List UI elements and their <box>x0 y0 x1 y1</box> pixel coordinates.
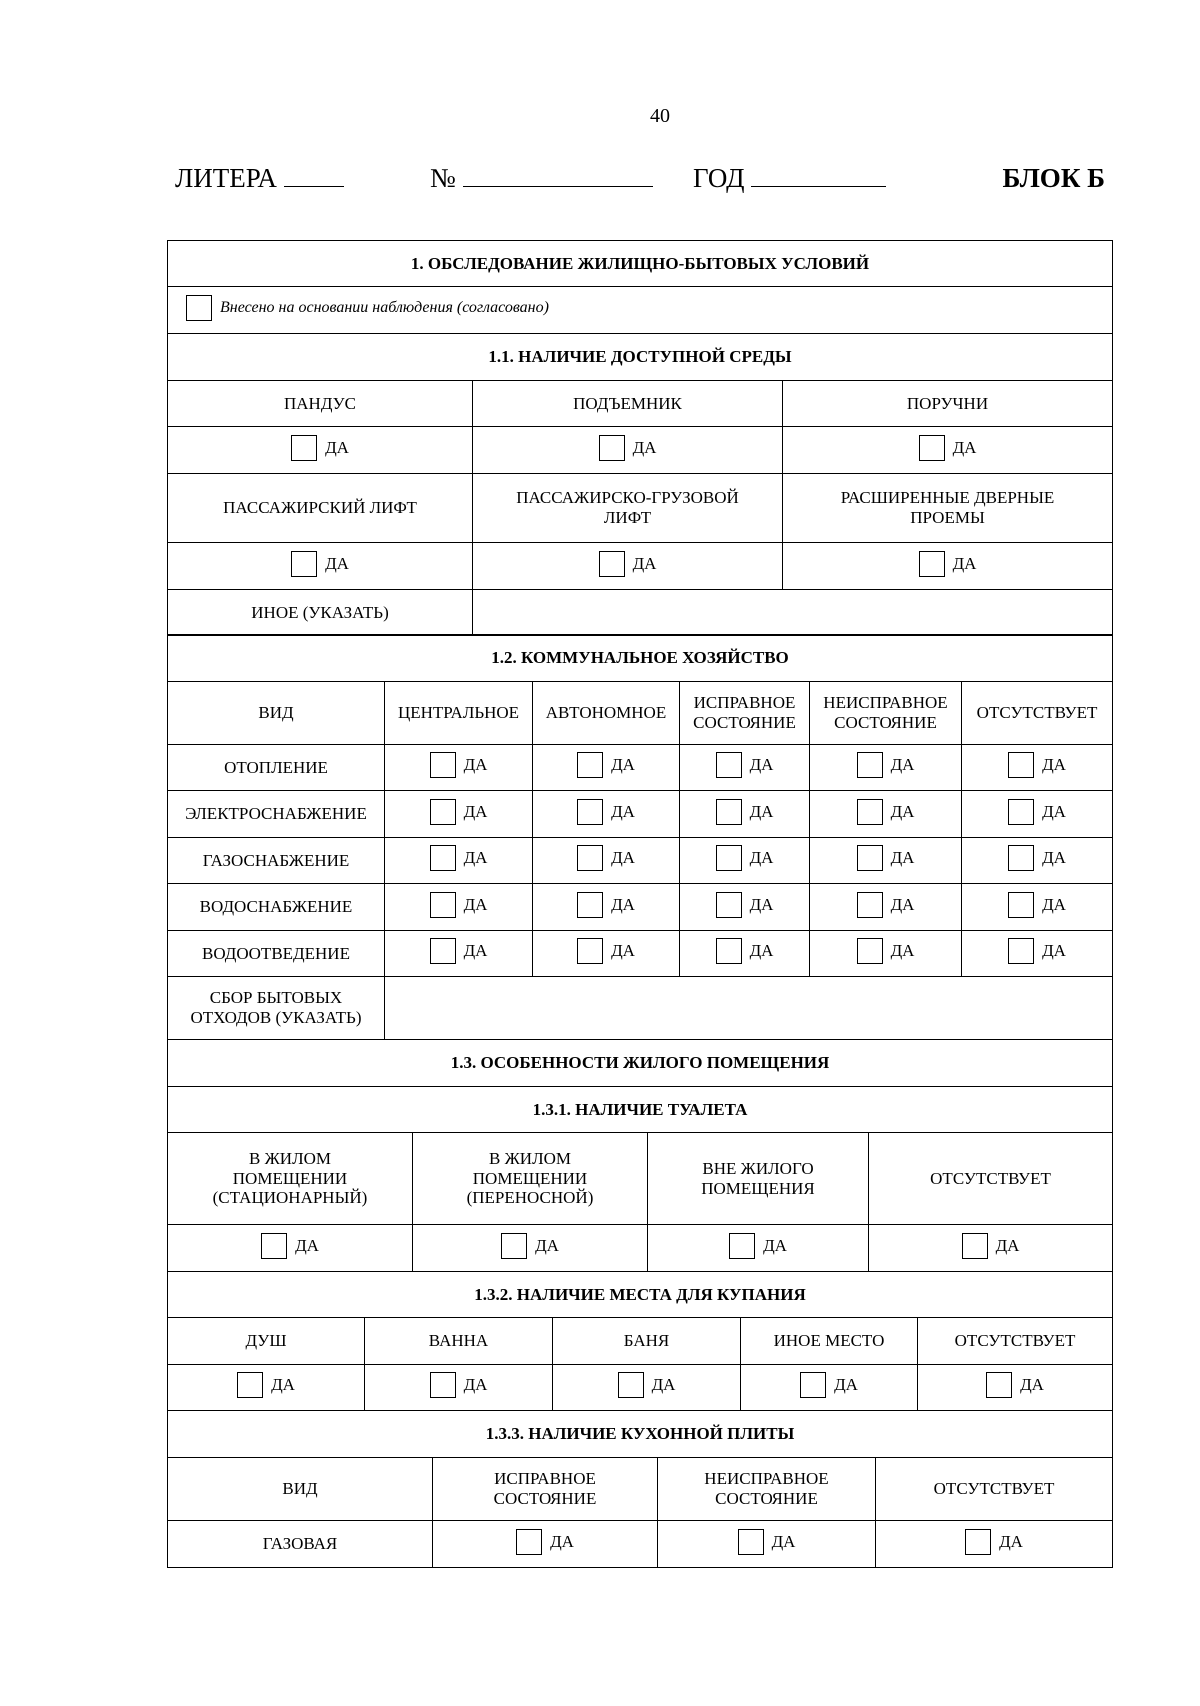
col-working: ИСПРАВНОЕ СОСТОЯНИЕ <box>680 682 810 745</box>
yes-label: ДА <box>999 1531 1023 1551</box>
bath-label: ВАННА <box>365 1318 553 1365</box>
observation-checkbox[interactable] <box>186 295 212 321</box>
bathing-absent-label: ОТСУТСТВУЕТ <box>918 1318 1113 1365</box>
checkbox[interactable] <box>430 892 456 918</box>
checkbox[interactable] <box>716 799 742 825</box>
col-faulty: НЕИСПРАВНОЕ СОСТОЯНИЕ <box>810 682 962 745</box>
stove-col-working: ИСПРАВНОЕ СОСТОЯНИЕ <box>433 1458 658 1521</box>
year-label: ГОД <box>693 163 745 193</box>
stove-col-type: ВИД <box>168 1458 433 1521</box>
form-table-accessibility <box>167 240 1113 636</box>
yes-label: ДА <box>1042 801 1066 821</box>
section-1-1-title: 1.1. НАЛИЧИЕ ДОСТУПНОЙ СРЕДЫ <box>168 334 1113 381</box>
shower-checkbox[interactable] <box>237 1372 263 1398</box>
lift-platform-label: ПОДЪЕМНИК <box>473 381 783 427</box>
yes-label: ДА <box>1020 1375 1044 1395</box>
section-1-3-2-title: 1.3.2. НАЛИЧИЕ МЕСТА ДЛЯ КУПАНИЯ <box>168 1272 1113 1318</box>
yes-label: ДА <box>632 553 657 573</box>
yes-label: ДА <box>763 1235 787 1255</box>
lift-platform-checkbox[interactable] <box>599 435 625 461</box>
gas-absent-checkbox[interactable] <box>965 1529 991 1555</box>
checkbox[interactable] <box>1008 892 1034 918</box>
checkbox[interactable] <box>577 799 603 825</box>
yes-label: ДА <box>1042 755 1066 775</box>
checkbox[interactable] <box>716 938 742 964</box>
col-autonomous: АВТОНОМНОЕ <box>533 682 680 745</box>
waste-label: СБОР БЫТОВЫХ ОТХОДОВ (УКАЗАТЬ) <box>168 977 385 1040</box>
freight-lift-checkbox[interactable] <box>599 551 625 577</box>
freight-lift-label: ПАССАЖИРСКО-ГРУЗОВОЙ ЛИФТ <box>473 474 783 543</box>
wide-doors-checkbox[interactable] <box>919 551 945 577</box>
page-number: 40 <box>650 105 670 127</box>
litera-field <box>175 163 344 194</box>
bathing-absent-checkbox[interactable] <box>986 1372 1012 1398</box>
row-label: ВОДОСНАБЖЕНИЕ <box>168 884 385 931</box>
handrails-label: ПОРУЧНИ <box>783 381 1113 427</box>
toilet-portable-checkbox[interactable] <box>501 1233 527 1259</box>
checkbox[interactable] <box>430 845 456 871</box>
yes-label: ДА <box>1042 941 1066 961</box>
section-1-2-title: 1.2. КОММУНАЛЬНОЕ ХОЗЯЙСТВО <box>168 635 1113 682</box>
yes-label: ДА <box>325 553 349 573</box>
other-place-label: ИНОЕ МЕСТО <box>741 1318 918 1365</box>
sauna-checkbox[interactable] <box>618 1372 644 1398</box>
toilet-outside-label: ВНЕ ЖИЛОГО ПОМЕЩЕНИЯ <box>648 1133 869 1225</box>
table-row <box>168 791 1113 838</box>
ramp-checkbox[interactable] <box>291 435 317 461</box>
row-label: ГАЗОСНАБЖЕНИЕ <box>168 838 385 884</box>
toilet-stationary-label: В ЖИЛОМ ПОМЕЩЕНИИ (СТАЦИОНАРНЫЙ) <box>168 1133 413 1225</box>
checkbox[interactable] <box>577 752 603 778</box>
section-1-3-title: 1.3. ОСОБЕННОСТИ ЖИЛОГО ПОМЕЩЕНИЯ <box>168 1040 1113 1087</box>
row-label: ГАЗОВАЯ <box>168 1521 433 1568</box>
section-1-3-1-title: 1.3.1. НАЛИЧИЕ ТУАЛЕТА <box>168 1087 1113 1133</box>
yes-label: ДА <box>550 1531 574 1551</box>
number-label: № <box>430 163 456 193</box>
yes-label: ДА <box>463 801 488 821</box>
yes-label: ДА <box>611 941 635 961</box>
checkbox[interactable] <box>857 845 883 871</box>
yes-label: ДА <box>834 1375 858 1395</box>
checkbox[interactable] <box>430 938 456 964</box>
year-input-line[interactable] <box>751 166 886 187</box>
checkbox[interactable] <box>857 938 883 964</box>
checkbox[interactable] <box>1008 752 1034 778</box>
table-row <box>168 745 1113 791</box>
number-input-line[interactable] <box>463 166 653 187</box>
checkbox[interactable] <box>430 799 456 825</box>
year-field <box>693 163 886 194</box>
checkbox[interactable] <box>1008 799 1034 825</box>
yes-label: ДА <box>325 437 349 457</box>
form-table-stove <box>167 1410 1113 1568</box>
yes-label: ДА <box>749 848 774 868</box>
yes-label: ДА <box>463 848 488 868</box>
yes-label: ДА <box>952 553 977 573</box>
litera-label: ЛИТЕРА <box>175 163 277 193</box>
yes-label: ДА <box>890 941 915 961</box>
toilet-outside-checkbox[interactable] <box>729 1233 755 1259</box>
other-label: ИНОЕ (УКАЗАТЬ) <box>168 590 473 636</box>
table-row <box>168 884 1113 931</box>
yes-label: ДА <box>463 941 488 961</box>
yes-label: ДА <box>890 755 915 775</box>
checkbox[interactable] <box>1008 845 1034 871</box>
yes-label: ДА <box>1042 848 1066 868</box>
checkbox[interactable] <box>716 845 742 871</box>
bath-checkbox[interactable] <box>430 1372 456 1398</box>
checkbox[interactable] <box>430 752 456 778</box>
toilet-stationary-checkbox[interactable] <box>261 1233 287 1259</box>
col-type: ВИД <box>168 682 385 745</box>
observation-note: Внесено на основании наблюдения (согласовано) <box>220 298 549 316</box>
table-row <box>168 931 1113 977</box>
yes-label: ДА <box>611 894 635 914</box>
form-table-toilet <box>167 1039 1113 1272</box>
yes-label: ДА <box>1042 894 1066 914</box>
other-place-checkbox[interactable] <box>800 1372 826 1398</box>
table-row <box>168 838 1113 884</box>
yes-label: ДА <box>463 755 488 775</box>
yes-label: ДА <box>271 1375 295 1395</box>
row-label: ОТОПЛЕНИЕ <box>168 745 385 791</box>
form-table-bathing <box>167 1271 1113 1411</box>
handrails-checkbox[interactable] <box>919 435 945 461</box>
yes-label: ДА <box>749 755 774 775</box>
col-central: ЦЕНТРАЛЬНОЕ <box>385 682 533 745</box>
yes-label: ДА <box>611 848 635 868</box>
section-1-title: 1. ОБСЛЕДОВАНИЕ ЖИЛИЩНО-БЫТОВЫХ УСЛОВИЙ <box>168 241 1113 287</box>
stove-col-absent: ОТСУТСТВУЕТ <box>876 1458 1113 1521</box>
checkbox[interactable] <box>716 752 742 778</box>
checkbox[interactable] <box>716 892 742 918</box>
wide-doors-label: РАСШИРЕННЫЕ ДВЕРНЫЕ ПРОЕМЫ <box>783 474 1113 543</box>
toilet-absent-checkbox[interactable] <box>962 1233 988 1259</box>
yes-label: ДА <box>749 801 774 821</box>
passenger-lift-label: ПАССАЖИРСКИЙ ЛИФТ <box>168 474 473 543</box>
checkbox[interactable] <box>1008 938 1034 964</box>
yes-label: ДА <box>890 894 915 914</box>
row-label: ЭЛЕКТРОСНАБЖЕНИЕ <box>168 791 385 838</box>
waste-input[interactable] <box>385 977 1113 1040</box>
yes-label: ДА <box>890 801 915 821</box>
yes-label: ДА <box>890 848 915 868</box>
table-row <box>168 1521 1113 1568</box>
yes-label: ДА <box>632 437 657 457</box>
checkbox[interactable] <box>577 845 603 871</box>
ramp-label: ПАНДУС <box>168 381 473 427</box>
stove-col-faulty: НЕИСПРАВНОЕ СОСТОЯНИЕ <box>658 1458 876 1521</box>
toilet-absent-label: ОТСУТСТВУЕТ <box>869 1133 1113 1225</box>
yes-label: ДА <box>535 1235 559 1255</box>
yes-label: ДА <box>611 801 635 821</box>
section-1-3-3-title: 1.3.3. НАЛИЧИЕ КУХОННОЙ ПЛИТЫ <box>168 1411 1113 1458</box>
checkbox[interactable] <box>577 938 603 964</box>
toilet-portable-label: В ЖИЛОМ ПОМЕЩЕНИИ (ПЕРЕНОСНОЙ) <box>413 1133 648 1225</box>
yes-label: ДА <box>611 755 635 775</box>
yes-label: ДА <box>952 437 977 457</box>
yes-label: ДА <box>749 941 774 961</box>
yes-label: ДА <box>463 894 488 914</box>
gas-faulty-checkbox[interactable] <box>738 1529 764 1555</box>
litera-input-line[interactable] <box>284 166 344 187</box>
row-label: ВОДООТВЕДЕНИЕ <box>168 931 385 977</box>
yes-label: ДА <box>771 1531 796 1551</box>
col-absent: ОТСУТСТВУЕТ <box>962 682 1113 745</box>
other-input[interactable] <box>473 590 1113 636</box>
passenger-lift-checkbox[interactable] <box>291 551 317 577</box>
shower-label: ДУШ <box>168 1318 365 1365</box>
yes-label: ДА <box>749 894 774 914</box>
yes-label: ДА <box>651 1375 676 1395</box>
number-field <box>430 163 653 194</box>
checkbox[interactable] <box>857 892 883 918</box>
block-label: БЛОК Б <box>1002 163 1105 193</box>
yes-label: ДА <box>463 1375 488 1395</box>
observation-row <box>168 287 1113 334</box>
checkbox[interactable] <box>857 752 883 778</box>
checkbox[interactable] <box>857 799 883 825</box>
yes-label: ДА <box>995 1235 1020 1255</box>
checkbox[interactable] <box>577 892 603 918</box>
yes-label: ДА <box>295 1235 319 1255</box>
form-table-utilities <box>167 634 1113 1040</box>
sauna-label: БАНЯ <box>553 1318 741 1365</box>
gas-working-checkbox[interactable] <box>516 1529 542 1555</box>
